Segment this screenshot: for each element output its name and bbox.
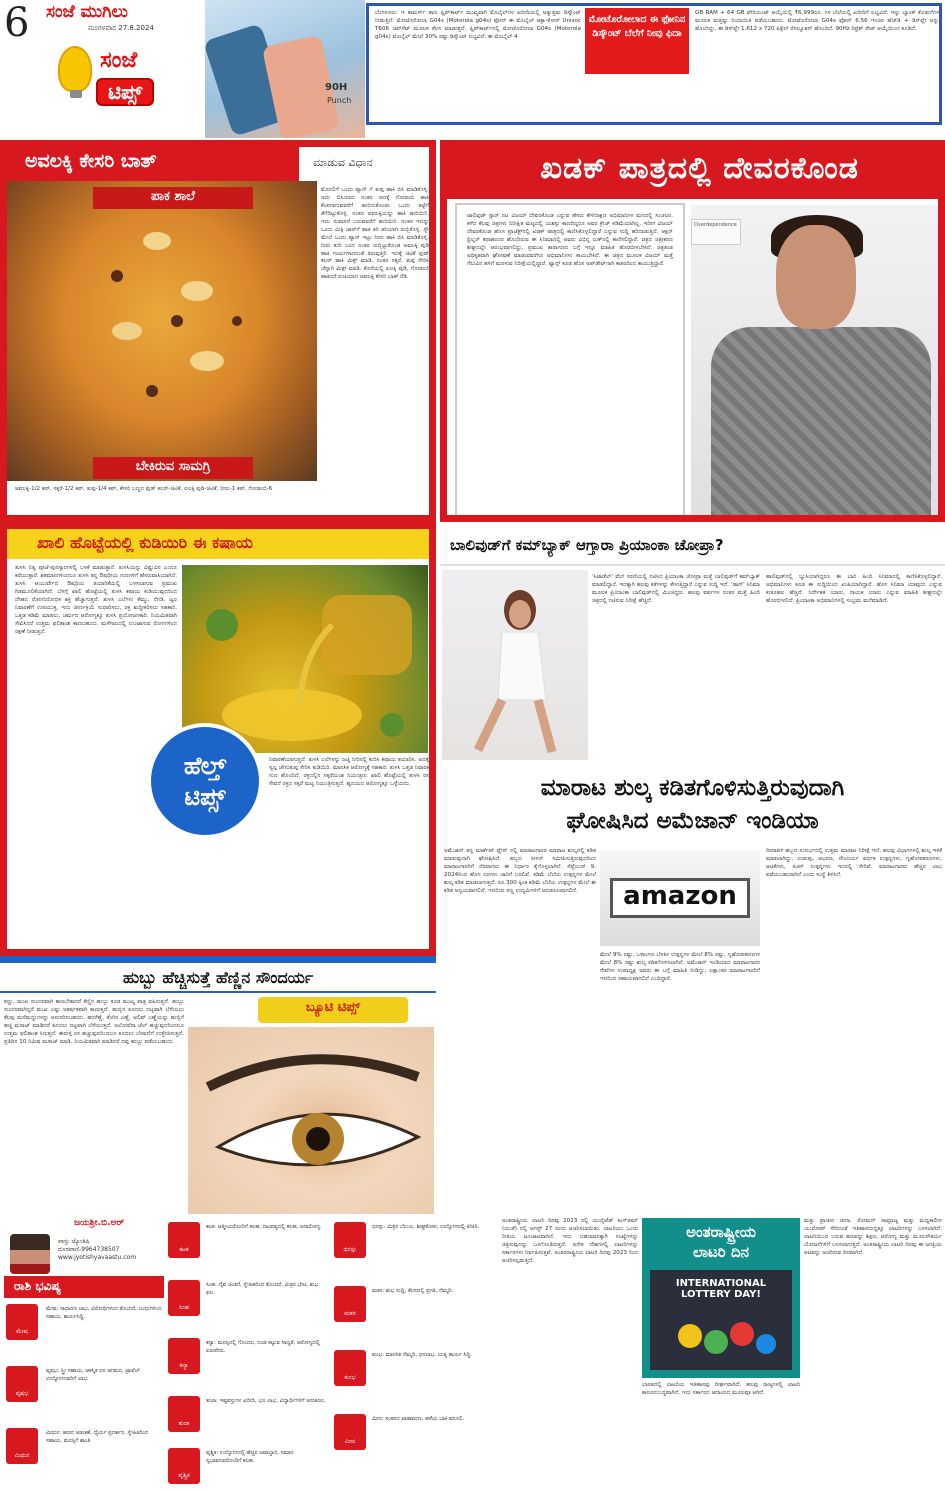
lottery-card-text: INTERNATIONAL LOTTERY DAY! <box>675 1278 767 1300</box>
moto-headline-box: ಮೋಟೊರೋಲಾದ ಈ ಫೋನಿನ ಡಿಸ್ಕೌಂಟ್ ಬೆಲೆಗೆ ನೀವು ಫಿದಾ <box>585 8 689 74</box>
avalakki-body: ಮೊದಲಿಗೆ ಒಂದು ಪ್ಯಾನ್ ಗೆ ತುಪ್ಪ ಹಾಕಿ ಬಿಸಿ ಮಾಡಿಕೊಳ್ಳಿ. ಅದು ಬಿಸಿಯಾದ ನಂತರ ಅದಕ್ಕೆ ಗೋಡಂಬಿ ಹಾಕಿ ಕೆಂಪಗಾಗುವವರೆಗೆ ಹುರಿದುಕೊಂಡು ಒಂದು ತಟ್ಟೆಗೆ ತೆಗೆದಿಟ್ಟುಕೊಳ್ಳಿ. ನಂತರ ಅವಲಕ್ಕಿಯನ್ನು ಹಾಕಿ ಹುರಿಯಿರಿ. ಇದು ಸುವಾಸನೆ ಬರುವವರೆಗೆ ಹುರಿಯಿರಿ. ನಂತರ ಇದನ್ನು ಒಂದು ಮಿಕ್ಸಿ ಜಾರ್‌ಗೆ ಹಾಕಿ ತರಿ ತರಿಯಾಗಿ ರುಬ್ಬಿಕೊಳ್ಳಿ. ಸ್ಟೌ ಮೇಲೆ ಒಂದು ಪ್ಯಾನ್ ಇಟ್ಟು ನೀರು ಹಾಕಿ ಬಿಸಿ ಮಾಡಿಕೊಳ್ಳಿ. ನೀರು ಕುದಿ ಬಂದ ನಂತರ ರುಬ್ಬಿಟ್ಟುಕೊಂಡ ಅವಲಕ್ಕಿ ಪುಡಿ ಹಾಕಿ ಗಂಟುಗಳಾಗದಂತೆ ತಿರುವುತ್ತಿರಿ. ಇದಕ್ಕೆ ಚಿಟಿಕೆ ಫುಡ್ ಕಲರ್ ಹಾಕಿ ಮಿಕ್ಸ್ ಮಾಡಿ. ನಂತರ ಸಕ್ಕರೆ, ತುಪ್ಪ ಸೇರಿಸಿ ಚೆನ್ನಾಗಿ ಮಿಕ್ಸ್ ಮಾಡಿ. ಕೊನೆಯಲ್ಲಿ ಏಲಕ್ಕಿ ಪುಡಿ, ಗೋಡಂಬಿ ಹಾಕಿದರೆ ರುಚಿಯಾದ ಅವಲಕ್ಕಿ ಕೇಸರಿ ಬಾತ್ ರೆಡಿ. <box>321 187 429 281</box>
lottery-body-1: ಅಂತರಾಷ್ಟ್ರೀಯ ಲಾಟರಿ ದಿನವು 2023 ರಲ್ಲಿ ಯುನೈಟೆಡ್ ಕಿಂಗ್‌ಡಮ್ (ಯುಕೆ) ನಲ್ಲಿ ಆಗಸ್ಟ್ 27 ರಂದು ಆಚರಿಸಲಾಯಿತು. ಲಾಟರಿಯು ಒಂದು ರೀತಿಯ ಜೂಜಾಟವಾಗಿದೆ. ಇದು ಬಹುಮಾನಕ್ಕಾಗಿ ಸಂಖ್ಯೆಗಳನ್ನು ಚಿತ್ರಿಸುವುದನ್ನು ಒಳಗೊಂಡಿರುತ್ತದೆ. ಅನೇಕ ದೇಶಗಳಲ್ಲಿ ಲಾಟರಿಗಳನ್ನು ಸರ್ಕಾರಗಳು ನಿರ್ವಹಿಸುತ್ತವೆ. ಅಂತರರಾಷ್ಟ್ರೀಯ ಲಾಟರಿ ದಿನವು 2023 ರಿಂದ ಆಚರಿಸಲ್ಪಡುತ್ತಿದೆ. <box>502 1218 638 1264</box>
health-line1: ಹೆಲ್ತ್ <box>183 752 227 780</box>
sign-text-simha: ಸಿಂಹ: ದೈವ ಚಿಂತನೆ, ಸ್ನೇಹಿತರಿಂದ ತೊಂದರೆ, ಮಿತ್ರರ ಭೇಟಿ, ಶುಭ ಫಲ. <box>206 1282 319 1296</box>
sign-text-vrishchika: ವೃಶ್ಚಿಕ: ಉದ್ಯೋಗದಲ್ಲಿ ಹೆಚ್ಚಿನ ಜವಾಬ್ದಾರಿ, ಸಮಾನ ಸ್ವಭಾವದವರೊಂದಿಗೆ ಕಲಹ. <box>206 1450 294 1464</box>
sign-text-makara: ಮಕರ: ಶುಭ ಸುದ್ದಿ, ಕೆಲಸದಲ್ಲಿ ಪ್ರಗತಿ, ನೆಮ್ಮದಿ. <box>372 1288 454 1294</box>
gemini-icon: ಮಿಥುನ <box>6 1428 38 1464</box>
amazon-body-1: ಅಮೆಜಾನ್ ತನ್ನ ಮಾರ್ಕೆಟ್ ಪ್ಲೇಸ್ ನಲ್ಲಿ ಮಾರಾಟಗಾರರ ಮಾರಾಟ ಶುಲ್ಕದಲ್ಲಿ ಕಡಿತ ಮಾಡುವುದಾಗಿ ಘೋಷಿಸಿದೆ. ಹಬ್ಬದ ಸೀಸನ್ ಸಮೀಪಿಸುತ್ತಿರುವುದರಿಂದ ಮಾರಾಟಗಾರರಿಗೆ ನೆರವಾಗಲು ಈ ನಿರ್ಧಾರ ಕೈಗೊಳ್ಳಲಾಗಿದೆ. ಸೆಪ್ಟೆಂಬರ್ 9, 2024ರಿಂದ ಹೊಸ ದರಗಳು ಜಾರಿಗೆ ಬರಲಿವೆ. ಕಡಿಮೆ ಬೆಲೆಯ ಉತ್ಪನ್ನಗಳ ಮೇಲೆ ಶುಲ್ಕ ಕಡಿತ ಮಾಡಲಾಗುತ್ತದೆ. ರೂ.300 ಕ್ಕಿಂತ ಕಡಿಮೆ ಬೆಲೆಯ ಉತ್ಪನ್ನಗಳ ಮೇಲೆ ಈ ಕಡಿತ ಅನ್ವಯವಾಗಲಿದೆ. ಇದರಿಂದ ಸಣ್ಣ ಉದ್ಯಮಿಗಳಿಗೆ ಅನುಕೂಲವಾಗಲಿದೆ. <box>444 848 596 894</box>
eye-icon <box>188 1027 434 1214</box>
priyanka-article <box>440 528 945 768</box>
astrologer-name: ಜಯಶ್ರೀ.ಬಿ.ಆರ್ <box>74 1218 125 1228</box>
lottery-title-2: ಲಾಟರಿ ದಿನ <box>693 1243 749 1262</box>
priyanka-photo <box>442 570 588 760</box>
phone-caption: 90H <box>325 82 348 93</box>
ingredients-text: ಅವಲಕ್ಕಿ-1/2 ಕಪ್, ಸಕ್ಕರೆ-1/2 ಕಪ್, ತುಪ್ಪ-1/4 ಕಪ್, ಕೇಸರಿ ಬಣ್ಣದ ಫುಡ್ ಕಲರ್-ಚಿಟಿಕೆ, ಏಲಕ್ಕಿ ಪುಡಿ-ಚಿಟಿಕೆ, ನೀರು-1 ಕಪ್, ಗೋಡಂಬಿ-6 <box>15 486 273 492</box>
libra-icon: ತುಲಾ <box>168 1396 200 1432</box>
sagittarius-icon: ಧನಸ್ಸು <box>334 1222 366 1258</box>
lightbulb-icon <box>58 46 92 92</box>
astrologer-header <box>4 1216 164 1276</box>
lottery-day-card <box>650 1270 792 1370</box>
amazon-headline <box>440 770 945 842</box>
model-figure-icon <box>442 570 588 760</box>
astrologer-phone: ದೂರವಾಣಿ-9964738507 <box>58 1246 120 1254</box>
sign-text-tula: ತುಲಾ: ಇಷ್ಟವಸ್ತುಗಳ ಖರೀದಿ, ಭೂ ಲಾಭ, ವಿದ್ಯಾರ್ಥಿಗಳಿಗೆ ಅನುಕೂಲ. <box>206 1398 326 1404</box>
astrologer-website[interactable]: www.jyotishyavaastu.com <box>58 1254 137 1262</box>
aries-icon: ಮೇಷ <box>6 1304 38 1340</box>
rashi-title: ರಾಶಿ ಭವಿಷ್ಯ <box>4 1276 164 1298</box>
tips-title-line2: ಟಿಪ್ಸ್ <box>96 78 154 106</box>
beauty-body: ಕಣ್ಣು, ಮುಖ ಸುಂದರವಾಗಿ ಕಾಣಬೇಕಾದರೆ ಕೆಣ್ಣಿನ ಹುಬ್ಬು ಕೂಡ ಮುಖ್ಯ ಪಾತ್ರ ವಹಿಸುತ್ತದೆ. ಹುಬ್ಬು ಸುಂದರವಾಗಿದ್ದರೆ ಮುಖ ಎಷ್ಟು ಆಕರ್ಷಕವಾಗಿ ಕಾಣುತ್ತದೆ. ಹುಬ್ಬಿನ ಕೂದಲು ದಟ್ಟವಾಗಿ ಬೆಳೆಯಲು ಕೆಲವು ಮನೆಮದ್ದುಗಳನ್ನು ಅನುಸರಿಸಬಹುದು. ಹರಳೆಣ್ಣೆ, ತೆಂಗಿನ ಎಣ್ಣೆ, ಆಲಿವ್ ಎಣ್ಣೆಯನ್ನು ಹುಬ್ಬಿಗೆ ಹಚ್ಚಿ ಮಸಾಜ್ ಮಾಡಿದರೆ ಕೂದಲು ದಟ್ಟವಾಗಿ ಬೆಳೆಯುತ್ತದೆ. ಅಲೋವೆರಾ ಜೆಲ್ ಹಚ್ಚುವುದರಿಂದಲೂ ಉತ್ತಮ ಫಲಿತಾಂಶ ಸಿಗುತ್ತದೆ. ಈರುಳ್ಳಿ ರಸ ಹಚ್ಚುವುದರಿಂದಲೂ ಕೂದಲು ಬೆಳವಣಿಗೆ ಉತ್ತೇಜಿಸುತ್ತದೆ. ಪ್ರತಿದಿನ 10 ನಿಮಿಷ ಮಸಾಜ್ ಮಾಡಿ. ನಿಯಮಿತವಾಗಿ ಮಾಡಿದರೆ ದಪ್ಪ ಹುಬ್ಬು ಪಡೆಯಬಹುದು. <box>4 999 184 1045</box>
amazon-body-3: ದೀಪಾವಳಿ ಹಬ್ಬದ ಸಂದರ್ಭದಲ್ಲಿ ಉತ್ತಮ ಮಾರಾಟ ನಿರೀಕ್ಷೆ ಇದೆ. ಹಲವು ವಿಭಾಗಗಳಲ್ಲಿ ಶುಲ್ಕ ಇಳಿಕೆ ಮಾಡಲಾಗಿದ್ದು, ಉಡುಪು, ಆಭರಣ, ಸೌಂದರ್ಯ ವರ್ಧಕ ಉತ್ಪನ್ನಗಳು, ಗೃಹೋಪಕರಣಗಳು, ಆಟಿಕೆಗಳು, ಕಿಚನ್ ಉತ್ಪನ್ನಗಳು ಇದರಲ್ಲಿ ಸೇರಿವೆ. ಮಾರಾಟಗಾರರು ಹೆಚ್ಚಿನ ಲಾಭ ಪಡೆಯಬಹುದಾಗಿದೆ ಎಂದು ಸಂಸ್ಥೆ ತಿಳಿಸಿದೆ. <box>766 848 942 878</box>
kesari-bath-photo <box>7 181 317 481</box>
sign-text-dhanassu: ಧನಸ್ಸು: ಮಿತ್ರರ ಬೆಂಬಲ, ಶೀಘ್ರಕೋಪ, ಉದ್ಯೋಗದಲ್ಲಿ ಕಿರಿಕಿರಿ. <box>372 1224 480 1230</box>
cashew-raisin-icon <box>7 181 317 481</box>
amazon-article <box>440 770 945 1210</box>
sign-text-kanya: ಕನ್ಯಾ: ಮನಸ್ಸಿನಲ್ಲಿ ಗೊಂದಲ, ದಂಡ ಕಟ್ಟುವ ಸಾಧ್ಯತೆ, ಆರೋಗ್ಯದಲ್ಲಿ ಏರುಪೇರು. <box>206 1340 320 1354</box>
moto-left-text: ಬೆಂಗಳೂರು: ಇ ಕಾಮರ್ಸ್ ತಾಣ ಫ್ಲಿಪ್‌ಕಾರ್ಟ್ ಮುಖ್ಯವಾಗಿ ಮೊಬೈಲ್‌ಗಳ ಖರೀದಿಯಲ್ಲಿ ಅತ್ಯುತ್ತಮ ಡಿಸ್ಕೌಂಟ್ ನೀಡುತ್ತಿದೆ. ಮೋಟೊರೋಲಾ G04s (Motorola g04s) ಫೋನ್ ಈ ಮೊಬೈಲ್ ಆಕ್ಟಾ-ಕೋರ್ Unisoc T606 ಚಿಪ್‌ಸೆಟ್ ಮೂಲಕ ಕೆಲಸ ಮಾಡುತ್ತದೆ. ಫ್ಲಿಪ್‌ಕಾರ್ಟ್‌ನಲ್ಲಿ ಮೋಟೊರೋಲಾ G04s (Motorola g04s) ಮೊಬೈಲ್ ಮೇಲೆ 30% ರಷ್ಟು ಡಿಸ್ಕೌಂಟ್ ಲಭ್ಯವಿದೆ. ಈ ಮೊಬೈಲ್ 4 <box>375 10 581 40</box>
amazon-building-photo <box>600 850 760 946</box>
face-shape <box>776 225 856 329</box>
priyanka-body-1: 'ಸಿಟಾಡೆಲ್' ವೆಬ್ ಸರಣಿಯಲ್ಲಿ ನಟಿಸಿದ ಪ್ರಿಯಾಂಕಾ ಚೋಪ್ರಾ ಮತ್ತೆ ಬಾಲಿವುಡ್‌ಗೆ ಕಮ್‌ಬ್ಯಾಕ್ ಮಾಡಲಿದ್ದಾರೆ. ಇದಕ್ಕಾಗಿ ಹಲವು ಕತೆಗಳನ್ನು ಕೇಳುತ್ತಿದ್ದಾರೆ ಎನ್ನುವ ಸುದ್ದಿ ಇದೆ. 'ಡಾನ್' ಸಿನಿಮಾ ಮೂಲಕ ಪ್ರಿಯಾಂಕಾ ಬಾಲಿವುಡ್‌ನಲ್ಲಿ ಮಿಂಚಿದ್ದರು. ಹಲವು ವರ್ಷಗಳ ನಂತರ ಮತ್ತೆ ಹಿಂದಿ ಚಿತ್ರದಲ್ಲಿ ನಟಿಸುವ ನಿರೀಕ್ಷೆ ಹೆಚ್ಚಿದೆ. <box>592 574 760 604</box>
moto-article <box>366 3 942 125</box>
health-line2: ಟಿಪ್ಸ್ <box>184 783 226 812</box>
leo-icon: ಸಿಂಹ <box>168 1280 200 1316</box>
rashi-section <box>0 1216 496 1491</box>
newspaper-logo: ಸಂಜೆ ಮುಗಿಲು <box>46 2 128 22</box>
moto-phone-image <box>205 0 365 138</box>
health-tips-badge <box>147 723 263 839</box>
page-number: 6 <box>4 0 30 46</box>
avalakki-method-tag: ಮಾಡುವ ವಿಧಾನ <box>299 147 429 181</box>
ingredients-label: ಬೇಕಿರುವ ಸಾಮಗ್ರಿ <box>93 457 253 479</box>
taurus-icon: ವೃಷಭ <box>6 1366 38 1402</box>
sticky-note: Overdependence <box>691 219 741 245</box>
sign-text-vrishabha: ವೃಷಭ: ಸ್ತ್ರೀ ಸಹಾಯ, ಆಕಸ್ಮಿಕ ಧನ ಆಗಮನ, ಟ್ರಾವೆಲ್ ಉದ್ಯೋಗದವರಿಗೆ ಲಾಭ. <box>46 1368 140 1382</box>
vijay-headline: ಖಡಕ್ ಪಾತ್ರದಲ್ಲಿ ದೇವರಕೊಂಡ <box>447 147 945 199</box>
amazon-logo <box>610 878 750 918</box>
beauty-section <box>0 956 436 1214</box>
shirt-shape <box>711 327 931 522</box>
amazon-body-2: ಮೇಲೆ 9% ರಷ್ಟು, ಒಳಾಂಗಣ ಬೆಳಕಿನ ಉತ್ಪನ್ನಗಳ ಮೇಲೆ 8% ರಷ್ಟು, ಗೃಹೋಪಕರಣಗಳ ಮೇಲೆ 8% ರಷ್ಟು ಶುಲ್ಕ ಕಡಿತಗೊಳಿಸಲಾಗಿದೆ. ಅಮೆಜಾನ್ ಇಂಡಿಯಾದ ಮಾರಾಟಗಾರರ ಸೇವೆಗಳ ಉಪಾಧ್ಯಕ್ಷ ಅವರು ಈ ಬಗ್ಗೆ ಮಾಹಿತಿ ನೀಡಿದ್ದು, ಲಕ್ಷಾಂತರ ಮಾರಾಟಗಾರರಿಗೆ ಇದರಿಂದ ಸಹಾಯವಾಗಲಿದೆ ಎಂದಿದ್ದಾರೆ. <box>600 952 760 982</box>
sign-text-mithuna: ಮಿಥುನ: ಹಣದ ಅಡಚಣೆ, ಧೈರ್ಯ ಪ್ರದರ್ಶನ, ಸ್ನೇಹಿತರಿಂದ ಸಹಾಯ, ಮನಸ್ಸಿಗೆ ಶಾಂತಿ. <box>46 1430 149 1444</box>
lottery-title <box>642 1218 800 1264</box>
kashaya-body-2: ನಿವಾರಣೆಯಾಗುತ್ತದೆ. ತುಳಸಿ ಎಲೆಗಳನ್ನು ಜಜ್ಜಿ ನೀರಿನಲ್ಲಿ ಕುದಿಸಿ ಕಷಾಯ ತಯಾರಿಸಿ. ಅದಕ್ಕೆ ಸ್ವಲ್ಪ ಜೇನುತುಪ್ಪ ಸೇರಿಸಿ ಕುಡಿಯಿರಿ. ಮಾನಸಿಕ ಆರೋಗ್ಯಕ್ಕೆ ಸಹಕಾರಿ: ತುಳಸಿ ಒತ್ತಡ ನಿವಾರಕ ಗುಣ ಹೊಂದಿದೆ. ರಕ್ತದಲ್ಲಿನ ಸಕ್ಕರೆಯಂಶ ನಿಯಂತ್ರಣ: ಖಾಲಿ ಹೊಟ್ಟೆಯಲ್ಲಿ ತುಳಸಿ ರಸ ಸೇವನೆ ರಕ್ತದ ಸಕ್ಕರೆ ಮಟ್ಟ ನಿಯಂತ್ರಿಸುತ್ತದೆ. ಹೃದಯದ ಆರೋಗ್ಯಕ್ಕೂ ಒಳ್ಳೆಯದು. <box>269 757 429 787</box>
kashaya-section <box>0 522 436 956</box>
cancer-icon: ಕಟಕ <box>168 1222 200 1258</box>
vijay-body: ಟಾಲಿವುಡ್ ಸ್ಟಾರ್ ನಟ ವಿಜಯ್ ದೇವರಕೊಂಡ ಎನ್ನುವ ಹೆಸರು ಕೇಳಿದಾಕ್ಷಣ ಅಭಿಮಾನಿಗಳ ಮನದಲ್ಲಿ ಸಂಚಲನ. ಕಳೆದ ಕೆಲವು ಚಿತ್ರಗಳು ನಿರೀಕ್ಷಿತ ಮಟ್ಟದಲ್ಲಿ ಯಶಸ್ಸು ಕಾಣದಿದ್ದರೂ ಅವರ ಕ್ರೇಜ್ ಕಡಿಮೆಯಾಗಿಲ್ಲ. ಇದೀಗ ವಿಜಯ್ ದೇವರಕೊಂಡ ಹೊಸ ಪ್ರಾಜೆಕ್ಟ್‌ನಲ್ಲಿ ಖಡಕ್ ಪಾತ್ರದಲ್ಲಿ ಕಾಣಿಸಿಕೊಳ್ಳಲಿದ್ದಾರೆ ಎನ್ನುವ ಸುದ್ದಿ ಹರಿದಾಡುತ್ತಿದೆ. ಆಕ್ಷನ್ ಥ್ರಿಲ್ಲರ್ ಕಥಾಹಂದರ ಹೊಂದಿರುವ ಈ ಸಿನಿಮಾದಲ್ಲಿ ಅವರು ವಿಭಿನ್ನ ಲುಕ್‌ನಲ್ಲಿ ಕಾಣಿಸಲಿದ್ದಾರೆ. ಚಿತ್ರದ ಚಿತ್ರೀಕರಣ ಶೀಘ್ರದಲ್ಲೇ ಆರಂಭವಾಗಲಿದ್ದು, ಪ್ರಮುಖ ತಾರಾಗಣದ ಬಗ್ಗೆ ಇನ್ನೂ ಮಾಹಿತಿ ಹೊರಬೀಳಬೇಕಿದೆ. ಚಿತ್ರತಂಡ ಅಧಿಕೃತವಾಗಿ ಘೋಷಣೆ ಮಾಡುವವರೆಗೂ ಅಭಿಮಾನಿಗಳು ಕಾಯಬೇಕಿದೆ. ಈ ಚಿತ್ರದ ಮೂಲಕ ವಿಜಯ್ ಮತ್ತೆ ಗೆಲುವಿನ ಹಳಿಗೆ ಮರಳುವ ನಿರೀಕ್ಷೆಯಲ್ಲಿದ್ದಾರೆ. ಫ್ಯಾನ್ಸ್ ಕೂಡ ಹೊಸ ಅಪ್‌ಡೇಟ್‌ಗಾಗಿ ಕಾತರದಿಂದ ಕಾಯುತ್ತಿದ್ದಾರೆ. <box>455 203 685 521</box>
virgo-icon: ಕನ್ಯಾ <box>168 1338 200 1374</box>
lottery-title-1: ಅಂತರಾಷ್ಟ್ರೀಯ <box>686 1223 756 1241</box>
avalakki-title: ಅವಲಕ್ಕಿ ಕೇಸರಿ ಬಾತ್ <box>7 147 299 181</box>
moto-right-text: GB RAM + 64 GB ವೇರಿಯಂಟ್ ಆಯ್ಕೆಯಲ್ಲಿ ₹6,999ರೂ. ಗಳ ಬೆಲೆಯಲ್ಲಿ ಖರೀದಿಗೆ ಲಭ್ಯವಿದೆ. ಇನ್ನು ಬ್ಯಾಂಕ್ ಕೊಡುಗೆಗಳ ಮೂಲಕ ಮತ್ತಷ್ಟು ರಿಯಾಯಿತಿ ಪಡೆಯಬಹುದು. ಮೋಟೊರೋಲಾ G04s ಫೋನ್ 6.56 ಇಂಚಿನ ಹೆಚ್‌ಡಿ + ಡಿಸ್‌ಪ್ಲೇ ಅನ್ನು ಹೊಂದಿದ್ದು, ಈ ಡಿಸ್‌ಪ್ಲೇ 1,612 x 720 ಪಿಕ್ಸೆಲ್ ರೆಸಲ್ಯೂಶನ್ ಹೊಂದಿದೆ. 90Hz ರಿಫ್ರೆಶ್ ರೇಟ್ ಆಯ್ಕೆಯಿಂದ ಕೂಡಿದೆ. <box>695 10 939 32</box>
sign-text-meena: ಮೀನ: ಸಂತಸದ ವಾತಾವರಣ, ಹಳೆಯ ಬಾಕಿ ವಸೂಲಿ. <box>372 1416 465 1422</box>
lottery-balls-icon <box>650 1300 792 1360</box>
priyanka-body-2: ಹಾಲಿವುಡ್‌ನಲ್ಲಿ ಬ್ಯುಸಿಯಾಗಿದ್ದರೂ ಈ ಬಾರಿ ಹಿಂದಿ ಸಿನಿಮಾದಲ್ಲಿ ಕಾಣಿಸಿಕೊಳ್ಳಲಿದ್ದಾರೆ. ಅಭಿಮಾನಿಗಳು ಕೂಡ ಈ ಸುದ್ದಿಯಿಂದ ಖುಷಿಯಾಗಿದ್ದಾರೆ. ಹೊಸ ಸಿನಿಮಾ ಯಾವುದು ಎನ್ನುವ ಕುತೂಹಲ ಹೆಚ್ಚಿದೆ. ನಿರ್ದೇಶಕ ಯಾರು, ನಾಯಕ ಯಾರು ಎನ್ನುವ ಮಾಹಿತಿ ಶೀಘ್ರದಲ್ಲೇ ಹೊರಬೀಳಲಿದೆ. ಪ್ರಿಯಾಂಕಾ ಅಭಿಮಾನಿಗಳಲ್ಲಿ ಸಂಭ್ರಮ ಮನೆಮಾಡಿದೆ. <box>766 574 942 604</box>
beauty-tips-tag: ಬ್ಯೂಟಿ ಟಿಪ್ಸ್ <box>258 997 408 1023</box>
sign-text-mesha: ಮೇಷ: ಸಾಧಾರಣ ಲಾಭ, ವಿರೋಧಿಗಳಿಂದ ತೊಂದರೆ, ಬಂಧುಗಳಿಂದ ಸಹಾಯ, ಕಾರ್ಯಸಿದ್ಧಿ. <box>46 1306 162 1320</box>
amazon-logo-text: amazon <box>623 881 737 911</box>
sign-text-kumbha: ಕುಂಭ: ಮಾನಸಿಕ ನೆಮ್ಮದಿ, ಧನಲಾಭ, ಯತ್ನ ಕಾರ್ಯ ಸಿದ್ಧಿ. <box>372 1352 472 1358</box>
amazon-headline-2: ಘೋಷಿಸಿದ ಅಮೆಜಾನ್ ಇಂಡಿಯಾ <box>566 808 819 835</box>
date-line: ಮಂಗಳವಾರ 27.8.2024 <box>88 24 154 32</box>
priyanka-headline: ಬಾಲಿವುಡ್‌ಗೆ ಕಮ್‌ಬ್ಯಾಕ್ ಆಗ್ತಾರಾ ಪ್ರಿಯಾಂಕಾ ಚೋಪ್ರಾ? <box>440 528 945 566</box>
eye-photo <box>188 1027 434 1214</box>
lottery-article <box>498 1216 945 1491</box>
beauty-title: ಹುಬ್ಬು ಹೆಚ್ಚಿಸುತ್ತೆ ಹೆಣ್ಣಿನ ಸೌಂದರ್ಯ <box>0 963 436 993</box>
kashaya-body-1: ತುಳಸಿ ನಿತ್ಯ ಪೂಜೆ-ಪುನಸ್ಕಾರಗಳಲ್ಲಿ ಬಳಕೆ ಮಾಡುತ್ತಾರೆ. ತುಳಸಿಯನ್ನು ವಿಷ್ಣುವಿನ ಎಂದೂ ಕರೆಯುತ್ತಾರೆ. ಶತಮಾನಗಳಿಂದಲೂ ತುಳಸಿ ತನ್ನ ಔಷಧೀಯ ಗುಣಗಳಿಗೆ ಹೆಸರುವಾಸಿಯಾಗಿದೆ. ತುಳಸಿ ಆಯುರ್ವೇದ ಔಷಧಿಯ ತಯಾರಿಕೆಯಲ್ಲಿ ಬಳಸಲಾಗುವ ಪ್ರಮುಖ ಗಿಡಮೂಲಿಕೆಯಾಗಿದೆ. ಬೆಳಗ್ಗೆ ಖಾಲಿ ಹೊಟ್ಟೆಯಲ್ಲಿ ತುಳಸಿ ಕಷಾಯ ಕುಡಿಯುವುದರಿಂದ ದೇಹದ ರೋಗನಿರೋಧಕ ಶಕ್ತಿ ಹೆಚ್ಚಾಗುತ್ತದೆ. ತುಳಸಿ ಎಲೆಗಳು ಕೆಮ್ಮು, ನೆಗಡಿ, ಜ್ವರ ನಿವಾರಣೆಗೆ ಉಪಯುಕ್ತ. ಇದು ಜೀರ್ಣಕ್ರಿಯೆ ಸುಧಾರಿಸಲು, ರಕ್ತ ಶುದ್ಧೀಕರಿಸಲು ಸಹಕಾರಿ. ಒತ್ತಡ ಕಡಿಮೆ ಮಾಡಲು, ಚರ್ಮದ ಆರೋಗ್ಯಕ್ಕೂ ತುಳಸಿ ಪ್ರಯೋಜನಕಾರಿ. ನಿಯಮಿತವಾಗಿ ಸೇವಿಸಿದರೆ ಉತ್ತಮ ಫಲಿತಾಂಶ ಕಾಣಬಹುದು. ಮಳೆಗಾಲದಲ್ಲಿ ಉಂಟಾಗುವ ರೋಗಗಳಿಂದ ರಕ್ಷಣೆ ನೀಡುತ್ತದೆ. <box>15 565 177 635</box>
pisces-icon: ಮೀನ <box>334 1414 366 1450</box>
capricorn-icon: ಮಕರ <box>334 1286 366 1322</box>
phone-caption-2: Punch <box>327 96 352 105</box>
sign-text-kataka: ಕಟಕ: ಆತ್ಮೀಯರೊಂದಿಗೆ ಕಲಹ, ದಾಂಪತ್ಯದಲ್ಲಿ ಕಲಹ, ಅನಾರೋಗ್ಯ. <box>206 1224 322 1230</box>
astrologer-avatar <box>10 1234 50 1274</box>
vijay-article <box>440 140 945 522</box>
astrologer-role: ವಾಸ್ತು ಜ್ಯೋತಿಷಿ <box>58 1238 90 1245</box>
kashaya-title: ಖಾಲಿ ಹೊಟ್ಟೆಯಲ್ಲಿ ಕುಡಿಯಿರಿ ಈ ಕಷಾಯ <box>7 529 429 559</box>
astrologer-details <box>58 1238 136 1262</box>
lottery-body-3: ಮತ್ತು ಪ್ರಾಚೀನ ಚೀನಾ, ರೋಮನ್ ಸಾಮ್ರಾಜ್ಯ ಮತ್ತು ಮಧ್ಯಕಾಲೀನ ಯುರೋಪ್ ಸೇರಿದಂತೆ ಇತಿಹಾಸದುದ್ದಕ್ಕೂ ಲಾಟರಿಗಳನ್ನು ಬಳಸಲಾಗಿದೆ. ಲಾಟರಿಯಿಂದ ಬರುವ ಹಣವನ್ನು ಶಿಕ್ಷಣ, ಆರೋಗ್ಯ ಮತ್ತು ಮೂಲಸೌಕರ್ಯ ಯೋಜನೆಗಳಿಗೆ ಬಳಸಲಾಗುತ್ತದೆ. ಅಂತರಾಷ್ಟ್ರೀಯ ಲಾಟರಿ ದಿನವು ಈ ಜನಪ್ರಿಯ ಆಟವನ್ನು ಆಚರಿಸುವ ದಿನವಾಗಿದೆ. <box>804 1218 942 1256</box>
scorpio-icon: ವೃಶ್ಚಿಕ <box>168 1448 200 1484</box>
amazon-headline-1: ಮಾರಾಟ ಶುಲ್ಕ ಕಡಿತಗೊಳಿಸುತ್ತಿರುವುದಾಗಿ <box>540 775 845 801</box>
tips-title-line1: ಸಂಜೆ <box>100 48 138 73</box>
masthead <box>0 0 205 138</box>
lottery-body-2: ಭಾರತದಲ್ಲಿ ಲಾಟರಿಯ ಇತಿಹಾಸವು ದೀರ್ಘವಾಗಿದೆ. ಹಲವು ರಾಜ್ಯಗಳಲ್ಲಿ ಲಾಟರಿ ಕಾನೂನುಬದ್ಧವಾಗಿದೆ. ಇದು ಸರ್ಕಾರದ ಆದಾಯದ ಮೂಲವೂ ಆಗಿದೆ. <box>642 1382 800 1396</box>
pakashale-label: ಪಾಕ ಶಾಲೆ <box>93 187 253 209</box>
avalakki-recipe-section <box>0 140 436 522</box>
vijay-photo <box>691 205 945 522</box>
aquarius-icon: ಕುಂಭ <box>334 1350 366 1386</box>
lottery-banner <box>642 1218 800 1378</box>
